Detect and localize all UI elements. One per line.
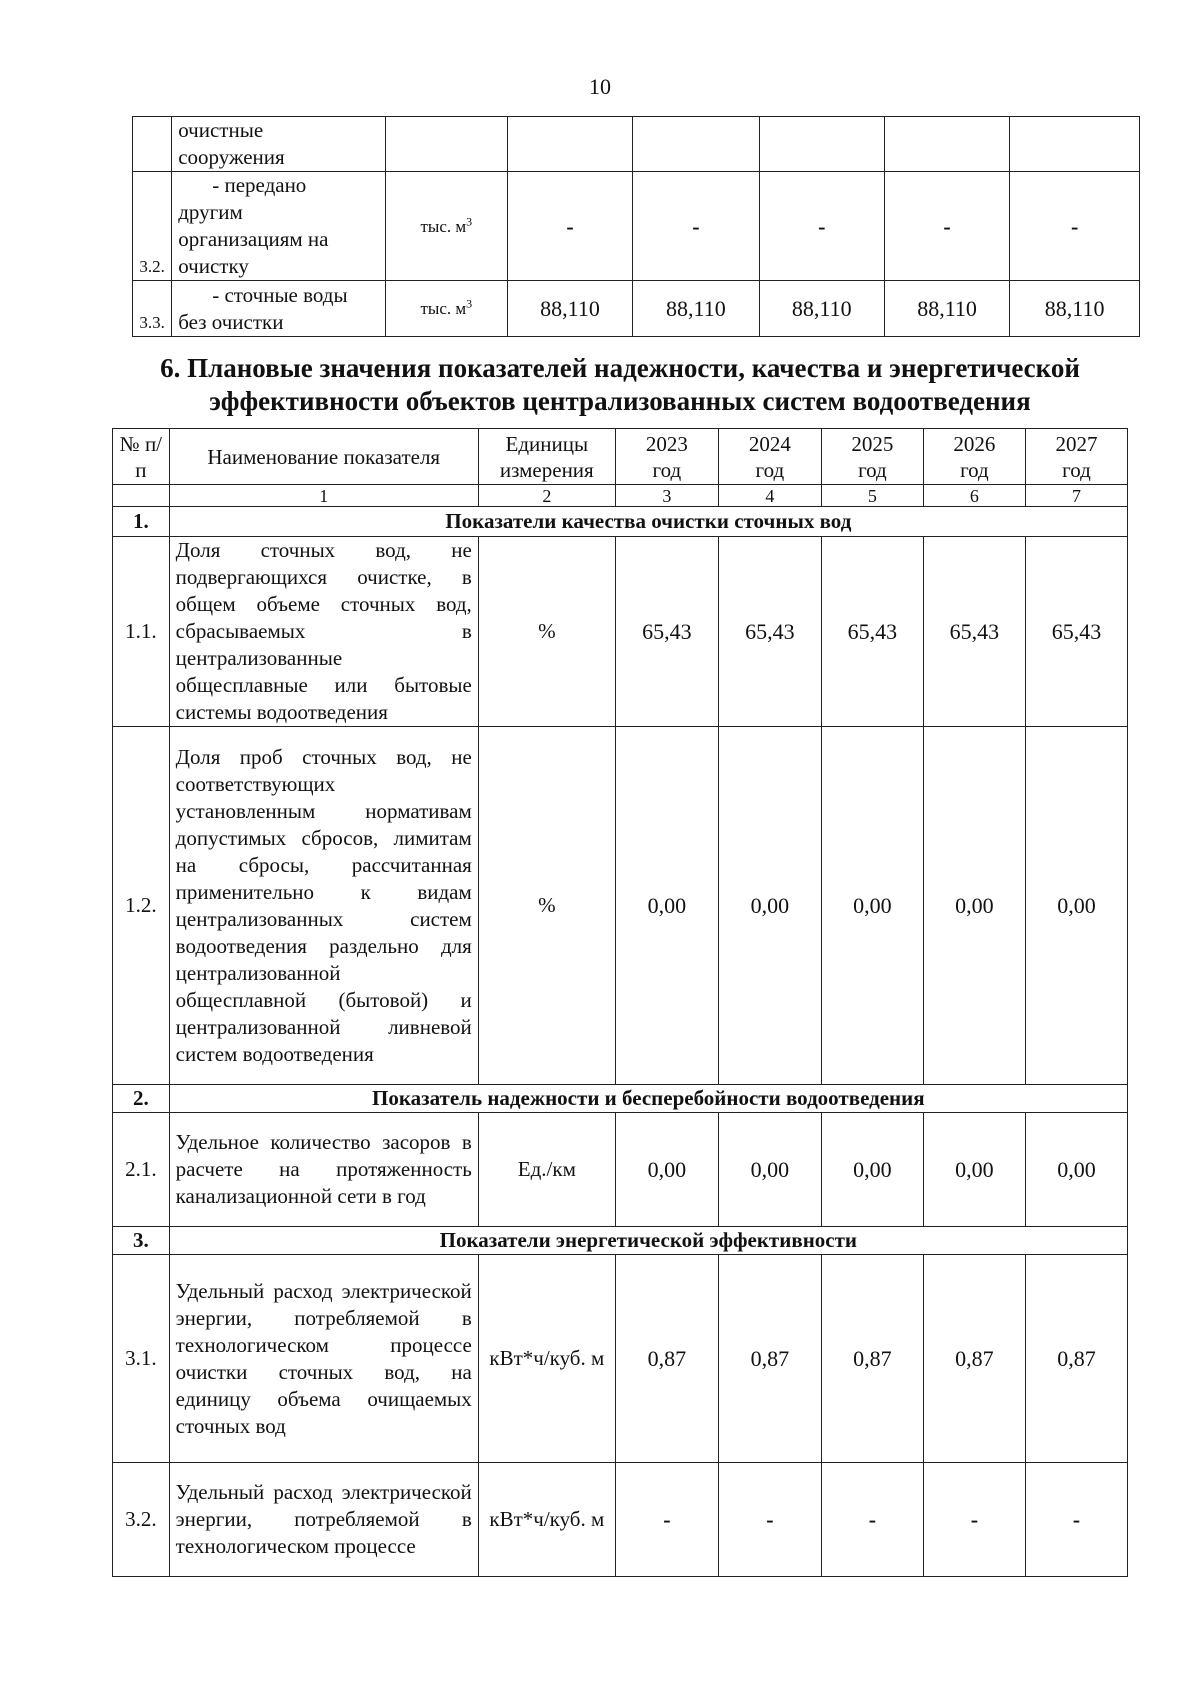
value-cell: 65,43 — [923, 537, 1025, 727]
value-cell: 0,87 — [821, 1255, 923, 1463]
column-number: 1 — [169, 485, 478, 507]
value-cell: - — [884, 172, 1009, 281]
value-cell: 0,00 — [821, 727, 923, 1085]
value-cell: 0,00 — [923, 1113, 1025, 1227]
value-cell: - — [759, 172, 884, 281]
value-cell: 0,00 — [615, 1113, 718, 1227]
column-number: 5 — [821, 485, 923, 507]
section-heading: Показатель надежности и бесперебойности водоотведения — [169, 1085, 1127, 1113]
value-cell: 0,87 — [718, 1255, 821, 1463]
value-cell: 0,00 — [718, 727, 821, 1085]
section-title: 6. Плановые значения показателей надежности, качества и энергетической эффективности объектов централизованных систем водоотведения — [160, 353, 1080, 416]
header-year: 2026 год — [923, 429, 1025, 485]
column-number: 6 — [923, 485, 1025, 507]
value-cell: 0,87 — [1025, 1255, 1127, 1463]
row-number: 1.2. — [113, 727, 170, 1085]
header-num: № п/п — [113, 429, 170, 485]
header-row — [113, 429, 1128, 485]
row-number: 3.2. — [133, 172, 172, 281]
value-cell: - — [615, 1463, 718, 1577]
name-line: сооружения — [178, 145, 285, 169]
value-cell — [1010, 117, 1140, 172]
unit-text: тыс. м — [420, 216, 467, 236]
unit-cell: % — [478, 537, 615, 727]
value-cell: - — [821, 1463, 923, 1577]
unit-cell — [385, 172, 507, 281]
name-line: без очистки — [178, 309, 284, 334]
name-line: - сточные воды — [212, 282, 348, 307]
value-cell: - — [718, 1463, 821, 1577]
section-row — [113, 507, 1128, 537]
value-cell — [884, 117, 1009, 172]
value-cell: 88,110 — [633, 281, 759, 337]
table-row — [113, 727, 1128, 1085]
header-year: 2024 год — [718, 429, 821, 485]
row-number: 3.2. — [113, 1463, 170, 1577]
row-name: Доля проб сточных вод, не соответствующих установленным нормативам допустимых сбросов, лимитам на сбросы, рассчитанная применительно к видам централизованных систем водоотведения раздельно для централизованной общесплавной (бытовой) и централизованной ливневой систем водоотведения — [169, 727, 478, 1085]
name-line: очистку — [178, 254, 249, 278]
name-line: - передано — [212, 173, 307, 197]
header-year: 2027 год — [1025, 429, 1127, 485]
table-row — [133, 117, 1140, 172]
value-cell: 0,00 — [923, 727, 1025, 1085]
value-cell: 88,110 — [884, 281, 1009, 337]
column-number-row — [113, 485, 1128, 507]
value-cell — [759, 117, 884, 172]
section-number: 2. — [113, 1085, 170, 1113]
table-row — [113, 1255, 1128, 1463]
value-cell: 65,43 — [615, 537, 718, 727]
row-number: 2.1. — [113, 1113, 170, 1227]
section-heading: Показатели энергетической эффективности — [169, 1227, 1127, 1255]
row-name: Удельный расход электрической энергии, потребляемой в технологическом процессе — [169, 1463, 478, 1577]
column-number: 7 — [1025, 485, 1127, 507]
value-cell: 88,110 — [1010, 281, 1140, 337]
row-name: Удельное количество засоров в расчете на протяженность канализационной сети в год — [169, 1113, 478, 1227]
value-cell: - — [633, 172, 759, 281]
unit-cell: Ед./км — [478, 1113, 615, 1227]
row-name: Удельный расход электрической энергии, потребляемой в технологическом процессе очистки сточных вод, на единицу объема очищаемых сточных вод — [169, 1255, 478, 1463]
value-cell: 65,43 — [1025, 537, 1127, 727]
value-cell: 65,43 — [821, 537, 923, 727]
section-number: 3. — [113, 1227, 170, 1255]
unit-cell: кВт*ч/куб. м — [478, 1255, 615, 1463]
table-row — [113, 537, 1128, 727]
name-line: очистные — [178, 118, 264, 142]
section-heading: Показатели качества очистки сточных вод — [169, 507, 1127, 537]
row-name — [172, 117, 386, 172]
section-number: 1. — [113, 507, 170, 537]
row-number: 1.1. — [113, 537, 170, 727]
value-cell: 65,43 — [718, 537, 821, 727]
header-year: 2023 год — [615, 429, 718, 485]
unit-superscript: 3 — [466, 213, 473, 228]
header-name: Наименование показателя — [169, 429, 478, 485]
table-row — [113, 1463, 1128, 1577]
unit-cell — [385, 117, 507, 172]
value-cell: - — [1010, 172, 1140, 281]
value-cell: 0,00 — [718, 1113, 821, 1227]
value-cell: 0,87 — [923, 1255, 1025, 1463]
name-line: организациям на — [178, 227, 329, 251]
table-row — [133, 172, 1140, 281]
unit-cell: кВт*ч/куб. м — [478, 1463, 615, 1577]
unit-cell: % — [478, 727, 615, 1085]
continuation-table — [132, 116, 1140, 337]
unit-text: тыс. м — [420, 299, 467, 318]
value-cell: 0,00 — [1025, 1113, 1127, 1227]
header-unit: Единицы измерения — [478, 429, 615, 485]
value-cell: 0,00 — [821, 1113, 923, 1227]
value-cell: 88,110 — [507, 281, 632, 337]
value-cell: 88,110 — [759, 281, 884, 337]
column-number: 2 — [478, 485, 615, 507]
value-cell — [507, 117, 632, 172]
value-cell: 0,87 — [615, 1255, 718, 1463]
value-cell: 0,00 — [615, 727, 718, 1085]
row-number — [133, 117, 172, 172]
row-number: 3.3. — [133, 281, 172, 337]
row-name — [172, 172, 386, 281]
column-number: 4 — [718, 485, 821, 507]
unit-cell — [385, 281, 507, 337]
unit-superscript: 3 — [466, 296, 473, 311]
indicators-table — [112, 428, 1128, 1577]
header-year: 2025 год — [821, 429, 923, 485]
value-cell: 0,00 — [1025, 727, 1127, 1085]
column-number: 3 — [615, 485, 718, 507]
row-name — [172, 281, 386, 337]
column-number — [113, 485, 170, 507]
page-number: 10 — [589, 74, 611, 99]
value-cell: - — [1025, 1463, 1127, 1577]
row-name: Доля сточных вод, не подвергающихся очистке, в общем объеме сточных вод, сбрасываемых в централизованные общесплавные или бытовые системы водоотведения — [169, 537, 478, 727]
table-row — [133, 281, 1140, 337]
value-cell: - — [923, 1463, 1025, 1577]
section-row — [113, 1227, 1128, 1255]
value-cell — [633, 117, 759, 172]
name-line: другим — [178, 200, 243, 224]
section-row — [113, 1085, 1128, 1113]
table-row — [113, 1113, 1128, 1227]
value-cell: - — [507, 172, 632, 281]
row-number: 3.1. — [113, 1255, 170, 1463]
